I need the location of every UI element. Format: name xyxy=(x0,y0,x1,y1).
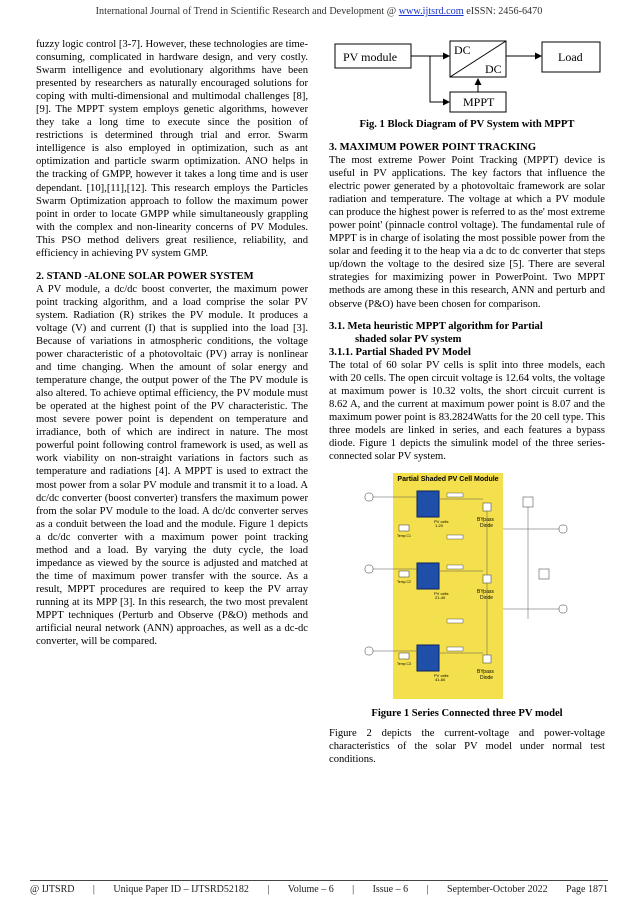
pv-array-3-label: PV cells xyxy=(434,672,449,678)
footer-sep-1: | xyxy=(92,884,95,895)
page-footer xyxy=(30,880,608,895)
pv-module-label: PV module xyxy=(343,50,398,64)
bypass-2-label: BYpass xyxy=(477,588,494,595)
section-3-1-1-heading: 3.1.1. Partial Shaded PV Model xyxy=(329,346,471,358)
temp-1-label: Temp C1 xyxy=(397,533,412,538)
footer-date: September-October 2022 xyxy=(446,884,548,895)
section-3-paragraph: The most extreme Power Point Tracking (MPPT) device is useful in PV applications. The key factors that influence the electric power generated by a photovoltaic framework are solar radiation and temperature. The voltage at which a PV module can produce the highest power is referred to as the' most extreme power point' (pinnacle control voltage). The fundamental rule of MPPT is in charge of isolating the most possible power from the solar and feeding it to the heap via a dc to dc converter that steps up/down the voltage to the desired size [5]. There are several strategies for maximizing power in PowerPoint. Two MPPT methods are among these in this research, ANN and perturb and observe (P&O) have been chosen for comparison. xyxy=(329,155,605,310)
pv-array-3-range: 41-60 xyxy=(435,676,446,682)
figure-2-caption: Figure 1 Series Connected three PV model xyxy=(371,707,563,719)
diode-2-label: Diode xyxy=(480,594,494,601)
mppt-label: MPPT xyxy=(463,95,495,109)
footer-sep-3: | xyxy=(352,884,355,895)
footer-publisher: @ IJTSRD xyxy=(30,884,75,895)
figure-1-caption: Fig. 1 Block Diagram of PV System with MPPT xyxy=(359,119,575,130)
section-2-heading: 2. STAND -ALONE SOLAR POWER SYSTEM xyxy=(36,270,254,282)
footer-sep-4: | xyxy=(426,884,429,895)
journal-header xyxy=(0,6,638,17)
bypass-1-label: BYpass xyxy=(477,516,494,523)
temp-3-block xyxy=(399,653,409,659)
temp-2-block xyxy=(399,571,409,577)
bypass-diode-3-block xyxy=(483,655,491,663)
diode-1-label: Diode xyxy=(480,522,494,529)
temp-2-label: Temp C2 xyxy=(397,579,412,584)
bypass-diode-2-block xyxy=(483,575,491,583)
pv-array-1-range: 1-20 xyxy=(435,522,444,528)
issn: eISSN: 2456-6470 xyxy=(466,6,543,17)
section-2-paragraph: A PV module, a dc/dc boost converter, the maximum power point tracking algorithm, and a load comprise the solar PV system. Radiation (R) strikes the PV module. It produces a voltage (V) and current (I) that is supplied into the load [3]. Because of variations in atmospheric conditions, the voltage power characteristic of a photovoltaic (PV) array is nonlinear and time changing. When the amount of solar energy and temperature change, the output power of the The PV module is also altered. To achieve optimal efficiency, the PV module must be operated at the highest point of the PV characteristic. The most severe power point is dependent on temperature and irradiance, both of which are indirect in nature. The most powerful point following control framework is used, as well as work viability on non-straight variations in factors such as temperature and radiations [4]. A MPPT is used to extract the most power from a solar PV module and transmit it to a load. A dc/dc converter (boost converter) transfers the maximum power from the solar PV module to the load. A dc/dc converter serves as a conduit between the load and the module. Figure 1 depicts a dc/dc converter with a maximum power point tracking method and a load. By varying the duty cycle, the load impedance as viewed by the source is adjusted and matched at the time of maximum power transfer with the source. As a result, MPPT procedures are required to keep the PV array running at its MPP [3]. In this research, the two most prevalent MPPT techniques (Perturb and Observe (P&O) methods and artificial neural network (ANN) approaches, as well as a dc-dc converter, will be compared. xyxy=(36,283,308,648)
footer-issue: Issue – 6 xyxy=(372,884,409,895)
footer-sep-2: | xyxy=(267,884,270,895)
pv-array-2-range: 21-40 xyxy=(435,594,446,600)
load-label: Load xyxy=(558,50,583,64)
journal-url-link[interactable]: www.ijtsrd.com xyxy=(398,6,464,17)
bypass-diode-1-block xyxy=(483,503,491,511)
figure-1-block-diagram xyxy=(333,38,603,114)
footer-paper-id: Unique Paper ID – IJTSRD52182 xyxy=(113,884,249,895)
intro-paragraph: fuzzy logic control [3-7]. However, these technologies are time-consuming, complicated in hardware design, and very costly. Swarm intelligence and evolutionary algorithms have been presented by researchers as naturally encouraged solutions for coping with multi-dimensional and multimodal challenges [8], [9]. The MPPT system employs genetic algorithms, however they take a long time to execute since the position of restrictions is determined through trial and error. Swarm intelligence is also employed in optimization, such as ant optimization and particle swarm optimization. ANO helps in the tracking of GMPP, however it takes a long time and is user dependant. [10],[11],[12]. This research employs the Particles Swarm Optimization approach to follow the maximum power point in order to locate GMPP while simultaneously grappling with the complex and non-linearity concerns of PV Modules. This PSO method delivers great resilience, reliability, and efficiency in achieving PV system GMP. xyxy=(36,39,308,259)
section-3-1-heading xyxy=(329,320,605,346)
left-column xyxy=(36,38,308,648)
temp-1-block xyxy=(399,525,409,531)
subsystem-title: Partial Shaded PV Cell Module xyxy=(397,475,499,483)
right-column xyxy=(329,38,605,766)
pv-array-2-label: PV cells xyxy=(434,590,449,596)
bypass-3-label: BYpass xyxy=(477,668,494,675)
section-3-heading: 3. MAXIMUM POWER POINT TRACKING xyxy=(329,142,537,153)
dc-input-label: DC xyxy=(454,43,471,57)
diode-3-label: Diode xyxy=(480,674,494,681)
section-3-1-heading-line-2: shaded solar PV system xyxy=(355,333,462,345)
dc-output-label: DC xyxy=(485,62,502,76)
figure-2-simulink-model xyxy=(363,469,577,701)
temp-3-label: Temp C3 xyxy=(397,661,412,666)
journal-name: International Journal of Trend in Scientific Research and Development @ xyxy=(95,6,397,17)
section-3-1-1-paragraph: The total of 60 solar PV cells is split into three models, each with 20 cells. The open circuit voltage is 12.64 volts, the voltage at maximum power is 10.32 volts, the short circuit current is 8.62 A, and the current at maximum power point is 8.07 and the maximum power point is 83.2824Watts for the 20 cell type. This three models are linked in series, and each features a bypass diode. Figure 1 depicts the simulink model of the three series-connected solar PV system. xyxy=(329,359,605,462)
pv-array-1-block xyxy=(417,491,439,517)
arrow-pv-to-mppt xyxy=(430,56,449,102)
footer-volume: Volume – 6 xyxy=(287,884,334,895)
closing-paragraph: Figure 2 depicts the current-voltage and power-voltage characteristics of the solar PV model under normal test conditions. xyxy=(329,727,605,766)
pv-array-3-block xyxy=(417,645,439,671)
pv-array-2-block xyxy=(417,563,439,589)
pv-array-1-label: PV cells xyxy=(434,518,449,524)
footer-page: Page 1871 xyxy=(566,884,608,895)
section-3-1-heading-line-1: 3.1. Meta heuristic MPPT algorithm for Partial xyxy=(329,320,543,332)
